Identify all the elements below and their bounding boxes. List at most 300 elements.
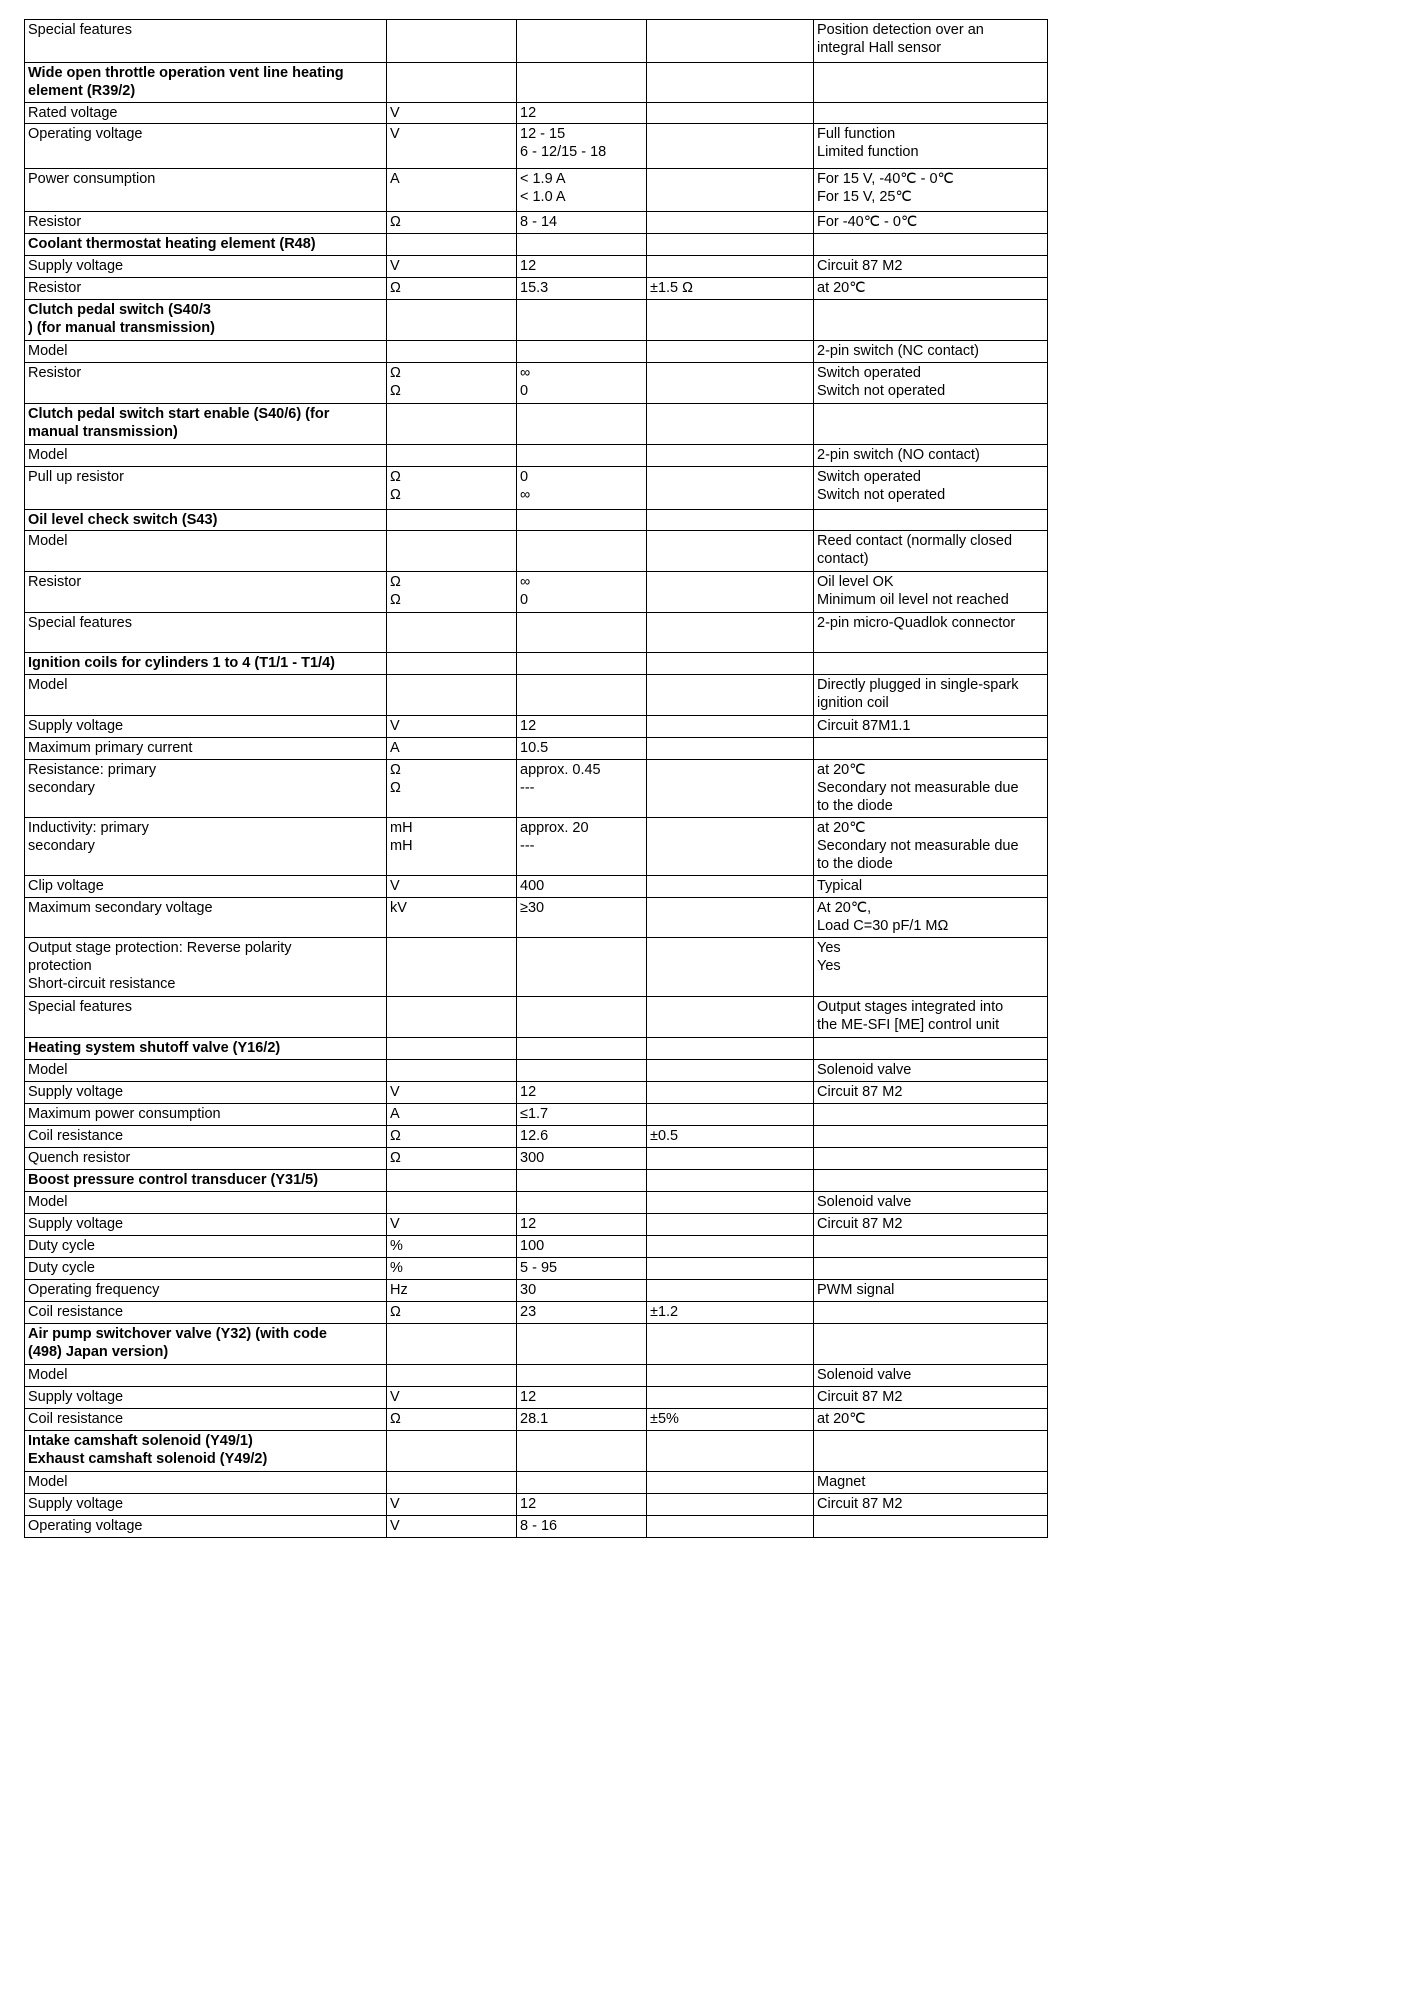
unit-cell: V: [387, 876, 517, 898]
value-cell: [517, 1038, 647, 1060]
remark-cell: Yes Yes: [814, 938, 1048, 997]
tolerance-cell: [647, 1258, 814, 1280]
tolerance-cell: [647, 760, 814, 818]
parameter-cell: Rated voltage: [25, 103, 387, 124]
tolerance-cell: [647, 997, 814, 1038]
table-row: [25, 760, 1048, 818]
value-cell: [517, 341, 647, 363]
value-cell: 12: [517, 1214, 647, 1236]
table-row: [25, 997, 1048, 1038]
section-header-row: [25, 300, 1048, 341]
table-row: [25, 738, 1048, 760]
value-cell: [517, 445, 647, 467]
unit-cell: [387, 531, 517, 572]
section-header-row: [25, 1324, 1048, 1365]
value-cell: [517, 938, 647, 997]
remark-cell: Output stages integrated into the ME-SFI [ME] control unit: [814, 997, 1048, 1038]
value-cell: 12: [517, 256, 647, 278]
parameter-cell: Model: [25, 1192, 387, 1214]
unit-cell: [387, 1170, 517, 1192]
value-cell: 12: [517, 1082, 647, 1104]
unit-cell: [387, 1472, 517, 1494]
tolerance-cell: [647, 124, 814, 169]
remark-cell: [814, 1236, 1048, 1258]
parameter-cell: Maximum secondary voltage: [25, 898, 387, 938]
parameter-cell: Resistor: [25, 278, 387, 300]
value-cell: [517, 1192, 647, 1214]
tolerance-cell: [647, 898, 814, 938]
value-cell: [517, 404, 647, 445]
remark-cell: [814, 234, 1048, 256]
remark-cell: [814, 510, 1048, 531]
table-row: [25, 1494, 1048, 1516]
parameter-cell: Coil resistance: [25, 1126, 387, 1148]
table-row: [25, 363, 1048, 404]
value-cell: 12: [517, 716, 647, 738]
remark-cell: 2-pin micro-Quadlok connector: [814, 613, 1048, 653]
unit-cell: [387, 20, 517, 63]
unit-cell: [387, 613, 517, 653]
parameter-cell: Coil resistance: [25, 1409, 387, 1431]
value-cell: ≤1.7: [517, 1104, 647, 1126]
table-row: [25, 898, 1048, 938]
parameter-cell: Special features: [25, 997, 387, 1038]
remark-cell: [814, 1516, 1048, 1538]
table-row: [25, 1060, 1048, 1082]
parameter-cell: Intake camshaft solenoid (Y49/1) Exhaust camshaft solenoid (Y49/2): [25, 1431, 387, 1472]
parameter-cell: Resistor: [25, 572, 387, 613]
table-row: [25, 20, 1048, 63]
remark-cell: at 20℃ Secondary not measurable due to the diode: [814, 818, 1048, 876]
table-row: [25, 876, 1048, 898]
value-cell: 30: [517, 1280, 647, 1302]
table-row: [25, 124, 1048, 169]
remark-cell: [814, 300, 1048, 341]
remark-cell: Circuit 87 M2: [814, 1082, 1048, 1104]
tolerance-cell: [647, 300, 814, 341]
table-row: [25, 938, 1048, 997]
tolerance-cell: [647, 341, 814, 363]
table-row: [25, 467, 1048, 510]
value-cell: [517, 1431, 647, 1472]
unit-cell: Ω: [387, 278, 517, 300]
remark-cell: Solenoid valve: [814, 1365, 1048, 1387]
remark-cell: 2-pin switch (NO contact): [814, 445, 1048, 467]
tolerance-cell: [647, 531, 814, 572]
parameter-cell: Clutch pedal switch start enable (S40/6) (for manual transmission): [25, 404, 387, 445]
parameter-cell: Clip voltage: [25, 876, 387, 898]
table-row: [25, 818, 1048, 876]
table-row: [25, 103, 1048, 124]
value-cell: [517, 675, 647, 716]
unit-cell: [387, 510, 517, 531]
value-cell: 0 ∞: [517, 467, 647, 510]
table-row: [25, 1148, 1048, 1170]
parameter-cell: Supply voltage: [25, 1214, 387, 1236]
section-header-row: [25, 404, 1048, 445]
remark-cell: Circuit 87 M2: [814, 1214, 1048, 1236]
remark-cell: [814, 738, 1048, 760]
table-row: [25, 445, 1048, 467]
unit-cell: V: [387, 716, 517, 738]
parameter-cell: Wide open throttle operation vent line heating element (R39/2): [25, 63, 387, 103]
unit-cell: V: [387, 256, 517, 278]
tolerance-cell: [647, 1214, 814, 1236]
value-cell: [517, 300, 647, 341]
tolerance-cell: [647, 938, 814, 997]
parameter-cell: Coolant thermostat heating element (R48): [25, 234, 387, 256]
value-cell: [517, 613, 647, 653]
remark-cell: Directly plugged in single-spark ignition coil: [814, 675, 1048, 716]
parameter-cell: Supply voltage: [25, 1494, 387, 1516]
value-cell: 5 - 95: [517, 1258, 647, 1280]
remark-cell: Switch operated Switch not operated: [814, 467, 1048, 510]
parameter-cell: Boost pressure control transducer (Y31/5): [25, 1170, 387, 1192]
unit-cell: [387, 1431, 517, 1472]
parameter-cell: Ignition coils for cylinders 1 to 4 (T1/1 - T1/4): [25, 653, 387, 675]
remark-cell: at 20℃: [814, 1409, 1048, 1431]
remark-cell: Typical: [814, 876, 1048, 898]
tolerance-cell: [647, 1060, 814, 1082]
parameter-cell: Model: [25, 445, 387, 467]
parameter-cell: Model: [25, 1060, 387, 1082]
remark-cell: Solenoid valve: [814, 1192, 1048, 1214]
remark-cell: [814, 1104, 1048, 1126]
tolerance-cell: [647, 716, 814, 738]
unit-cell: V: [387, 1387, 517, 1409]
parameter-cell: Duty cycle: [25, 1236, 387, 1258]
unit-cell: kV: [387, 898, 517, 938]
parameter-cell: Heating system shutoff valve (Y16/2): [25, 1038, 387, 1060]
unit-cell: Ω Ω: [387, 760, 517, 818]
remark-cell: Oil level OK Minimum oil level not reached: [814, 572, 1048, 613]
parameter-cell: Pull up resistor: [25, 467, 387, 510]
value-cell: ∞ 0: [517, 363, 647, 404]
unit-cell: V: [387, 1516, 517, 1538]
tolerance-cell: [647, 1516, 814, 1538]
remark-cell: [814, 1258, 1048, 1280]
remark-cell: PWM signal: [814, 1280, 1048, 1302]
unit-cell: A: [387, 738, 517, 760]
value-cell: 28.1: [517, 1409, 647, 1431]
parameter-cell: Inductivity: primary secondary: [25, 818, 387, 876]
unit-cell: V: [387, 1214, 517, 1236]
value-cell: [517, 531, 647, 572]
remark-cell: [814, 1302, 1048, 1324]
tolerance-cell: [647, 212, 814, 234]
value-cell: [517, 997, 647, 1038]
tolerance-cell: [647, 1324, 814, 1365]
unit-cell: [387, 1060, 517, 1082]
tolerance-cell: [647, 818, 814, 876]
parameter-cell: Output stage protection: Reverse polarity protection Short-circuit resistance: [25, 938, 387, 997]
remark-cell: Position detection over an integral Hall sensor: [814, 20, 1048, 63]
value-cell: < 1.9 A < 1.0 A: [517, 169, 647, 212]
tolerance-cell: [647, 653, 814, 675]
value-cell: 12: [517, 103, 647, 124]
table-row: [25, 1365, 1048, 1387]
remark-cell: [814, 1170, 1048, 1192]
table-row: [25, 212, 1048, 234]
value-cell: [517, 63, 647, 103]
tolerance-cell: [647, 103, 814, 124]
remark-cell: [814, 1038, 1048, 1060]
value-cell: 10.5: [517, 738, 647, 760]
tolerance-cell: [647, 1082, 814, 1104]
value-cell: 12: [517, 1387, 647, 1409]
parameter-cell: Coil resistance: [25, 1302, 387, 1324]
unit-cell: A: [387, 1104, 517, 1126]
parameter-cell: Model: [25, 1472, 387, 1494]
unit-cell: [387, 341, 517, 363]
unit-cell: [387, 1038, 517, 1060]
parameter-cell: Supply voltage: [25, 1082, 387, 1104]
unit-cell: [387, 234, 517, 256]
table-row: [25, 531, 1048, 572]
parameter-cell: Supply voltage: [25, 716, 387, 738]
unit-cell: V: [387, 1494, 517, 1516]
value-cell: 8 - 16: [517, 1516, 647, 1538]
parameter-cell: Quench resistor: [25, 1148, 387, 1170]
value-cell: 400: [517, 876, 647, 898]
unit-cell: [387, 675, 517, 716]
unit-cell: Hz: [387, 1280, 517, 1302]
remark-cell: For -40℃ - 0℃: [814, 212, 1048, 234]
remark-cell: Full function Limited function: [814, 124, 1048, 169]
table-row: [25, 1302, 1048, 1324]
table-row: [25, 1280, 1048, 1302]
section-header-row: [25, 234, 1048, 256]
tolerance-cell: [647, 675, 814, 716]
section-header-row: [25, 1431, 1048, 1472]
tolerance-cell: [647, 467, 814, 510]
parameter-cell: Power consumption: [25, 169, 387, 212]
tolerance-cell: [647, 234, 814, 256]
tolerance-cell: [647, 1387, 814, 1409]
tolerance-cell: [647, 572, 814, 613]
tolerance-cell: [647, 1038, 814, 1060]
parameter-cell: Maximum power consumption: [25, 1104, 387, 1126]
remark-cell: [814, 1324, 1048, 1365]
unit-cell: %: [387, 1258, 517, 1280]
remark-cell: [814, 63, 1048, 103]
table-row: [25, 341, 1048, 363]
value-cell: [517, 20, 647, 63]
section-header-row: [25, 1038, 1048, 1060]
section-header-row: [25, 1170, 1048, 1192]
parameter-cell: Operating voltage: [25, 124, 387, 169]
value-cell: [517, 1472, 647, 1494]
table-row: [25, 169, 1048, 212]
tolerance-cell: [647, 876, 814, 898]
remark-cell: [814, 103, 1048, 124]
remark-cell: at 20℃: [814, 278, 1048, 300]
value-cell: 12: [517, 1494, 647, 1516]
table-row: [25, 675, 1048, 716]
tolerance-cell: [647, 1148, 814, 1170]
unit-cell: [387, 404, 517, 445]
tolerance-cell: [647, 63, 814, 103]
parameter-cell: Supply voltage: [25, 256, 387, 278]
remark-cell: Circuit 87 M2: [814, 1494, 1048, 1516]
table-row: [25, 1214, 1048, 1236]
tolerance-cell: [647, 1104, 814, 1126]
tolerance-cell: [647, 20, 814, 63]
remark-cell: At 20℃, Load C=30 pF/1 MΩ: [814, 898, 1048, 938]
tolerance-cell: ±0.5: [647, 1126, 814, 1148]
remark-cell: Magnet: [814, 1472, 1048, 1494]
tolerance-cell: [647, 1365, 814, 1387]
parameter-cell: Oil level check switch (S43): [25, 510, 387, 531]
value-cell: [517, 1365, 647, 1387]
tolerance-cell: [647, 1472, 814, 1494]
tolerance-cell: [647, 738, 814, 760]
parameter-cell: Clutch pedal switch (S40/3 ) (for manual transmission): [25, 300, 387, 341]
unit-cell: [387, 1365, 517, 1387]
value-cell: 12.6: [517, 1126, 647, 1148]
value-cell: [517, 234, 647, 256]
unit-cell: Ω: [387, 1302, 517, 1324]
tolerance-cell: ±1.2: [647, 1302, 814, 1324]
tolerance-cell: [647, 1431, 814, 1472]
parameter-cell: Model: [25, 341, 387, 363]
section-header-row: [25, 63, 1048, 103]
table-row: [25, 1472, 1048, 1494]
table-row: [25, 1104, 1048, 1126]
parameter-cell: Special features: [25, 20, 387, 63]
section-header-row: [25, 653, 1048, 675]
unit-cell: V: [387, 124, 517, 169]
value-cell: [517, 1324, 647, 1365]
value-cell: approx. 0.45 ---: [517, 760, 647, 818]
tolerance-cell: ±5%: [647, 1409, 814, 1431]
unit-cell: Ω Ω: [387, 572, 517, 613]
table-row: [25, 1236, 1048, 1258]
parameter-cell: Model: [25, 1365, 387, 1387]
table-row: [25, 1082, 1048, 1104]
remark-cell: Circuit 87 M2: [814, 1387, 1048, 1409]
unit-cell: [387, 653, 517, 675]
unit-cell: Ω: [387, 1126, 517, 1148]
value-cell: [517, 510, 647, 531]
unit-cell: %: [387, 1236, 517, 1258]
remark-cell: Circuit 87M1.1: [814, 716, 1048, 738]
value-cell: 23: [517, 1302, 647, 1324]
unit-cell: V: [387, 1082, 517, 1104]
parameter-cell: Resistor: [25, 363, 387, 404]
unit-cell: Ω: [387, 1148, 517, 1170]
parameter-cell: Maximum primary current: [25, 738, 387, 760]
table-row: [25, 572, 1048, 613]
value-cell: 100: [517, 1236, 647, 1258]
tolerance-cell: [647, 1280, 814, 1302]
parameter-cell: Resistance: primary secondary: [25, 760, 387, 818]
unit-cell: [387, 63, 517, 103]
tolerance-cell: [647, 1170, 814, 1192]
tolerance-cell: [647, 169, 814, 212]
unit-cell: Ω: [387, 1409, 517, 1431]
remark-cell: [814, 653, 1048, 675]
tolerance-cell: [647, 1192, 814, 1214]
remark-cell: Solenoid valve: [814, 1060, 1048, 1082]
tolerance-cell: [647, 1494, 814, 1516]
parameter-cell: Duty cycle: [25, 1258, 387, 1280]
value-cell: 12 - 15 6 - 12/15 - 18: [517, 124, 647, 169]
unit-cell: mH mH: [387, 818, 517, 876]
unit-cell: [387, 445, 517, 467]
unit-cell: Ω Ω: [387, 467, 517, 510]
section-header-row: [25, 510, 1048, 531]
value-cell: [517, 653, 647, 675]
remark-cell: [814, 1126, 1048, 1148]
value-cell: ≥30: [517, 898, 647, 938]
tolerance-cell: [647, 510, 814, 531]
value-cell: [517, 1060, 647, 1082]
tolerance-cell: [647, 1236, 814, 1258]
unit-cell: V: [387, 103, 517, 124]
tolerance-cell: [647, 363, 814, 404]
tolerance-cell: [647, 256, 814, 278]
remark-cell: [814, 404, 1048, 445]
unit-cell: [387, 300, 517, 341]
value-cell: 15.3: [517, 278, 647, 300]
remark-cell: For 15 V, -40℃ - 0℃ For 15 V, 25℃: [814, 169, 1048, 212]
table-row: [25, 1387, 1048, 1409]
table-row: [25, 613, 1048, 653]
parameter-cell: Resistor: [25, 212, 387, 234]
table-row: [25, 1409, 1048, 1431]
table-row: [25, 1192, 1048, 1214]
remark-cell: [814, 1148, 1048, 1170]
remark-cell: [814, 1431, 1048, 1472]
value-cell: [517, 1170, 647, 1192]
parameter-cell: Model: [25, 675, 387, 716]
unit-cell: A: [387, 169, 517, 212]
unit-cell: [387, 1192, 517, 1214]
value-cell: 300: [517, 1148, 647, 1170]
remark-cell: Switch operated Switch not operated: [814, 363, 1048, 404]
table-row: [25, 278, 1048, 300]
value-cell: approx. 20 ---: [517, 818, 647, 876]
remark-cell: 2-pin switch (NC contact): [814, 341, 1048, 363]
parameter-cell: Special features: [25, 613, 387, 653]
value-cell: 8 - 14: [517, 212, 647, 234]
table-row: [25, 1516, 1048, 1538]
remark-cell: Circuit 87 M2: [814, 256, 1048, 278]
value-cell: ∞ 0: [517, 572, 647, 613]
spec-table-body: [25, 20, 1048, 1538]
unit-cell: [387, 1324, 517, 1365]
parameter-cell: Operating frequency: [25, 1280, 387, 1302]
remark-cell: at 20℃ Secondary not measurable due to the diode: [814, 760, 1048, 818]
unit-cell: [387, 938, 517, 997]
tolerance-cell: [647, 404, 814, 445]
table-row: [25, 256, 1048, 278]
tolerance-cell: [647, 613, 814, 653]
unit-cell: Ω: [387, 212, 517, 234]
parameter-cell: Air pump switchover valve (Y32) (with code (498) Japan version): [25, 1324, 387, 1365]
spec-table: [24, 19, 1048, 1538]
parameter-cell: Supply voltage: [25, 1387, 387, 1409]
table-row: [25, 716, 1048, 738]
table-row: [25, 1126, 1048, 1148]
parameter-cell: Model: [25, 531, 387, 572]
tolerance-cell: [647, 445, 814, 467]
table-row: [25, 1258, 1048, 1280]
tolerance-cell: ±1.5 Ω: [647, 278, 814, 300]
remark-cell: Reed contact (normally closed contact): [814, 531, 1048, 572]
parameter-cell: Operating voltage: [25, 1516, 387, 1538]
